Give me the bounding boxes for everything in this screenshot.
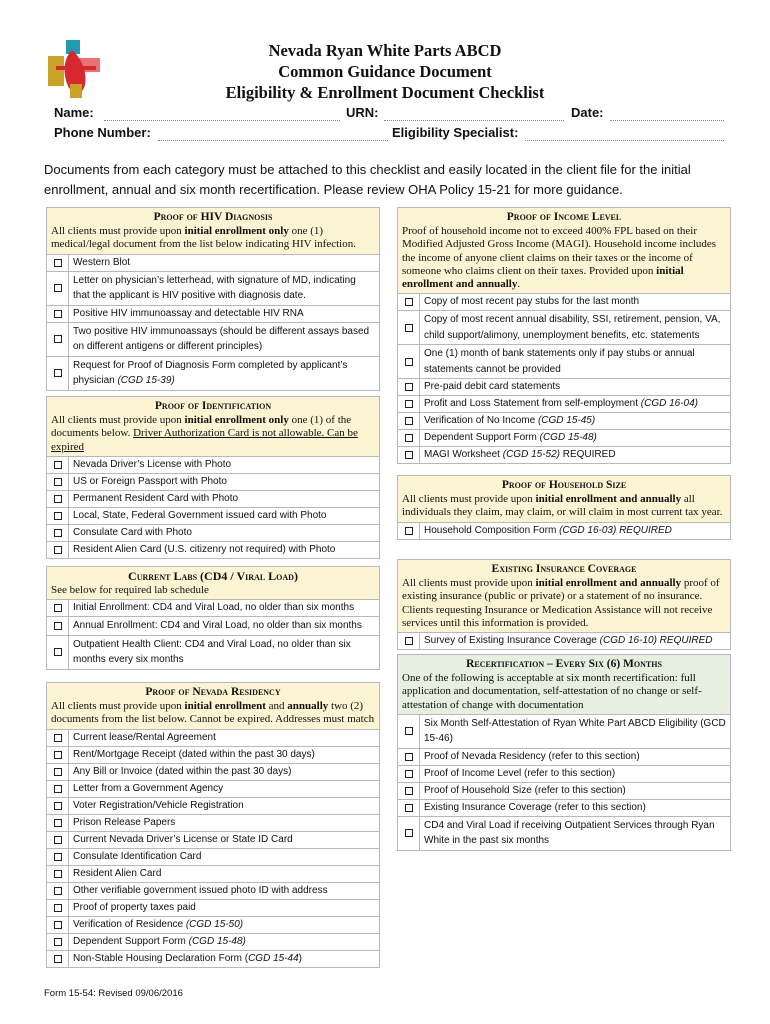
residency-header [47, 683, 379, 729]
labs-description: See below for required lab schedule [51, 584, 209, 597]
checklist-row: Two positive HIV immunoassays (should be different assays based on different antigens or different principles) [47, 322, 379, 356]
checkbox[interactable] [398, 783, 420, 799]
title-line-2: Common Guidance Document [278, 62, 492, 81]
checkbox[interactable] [47, 255, 69, 271]
urn-label: URN: [346, 105, 379, 120]
checkbox[interactable] [398, 447, 420, 463]
ryan-white-logo [44, 38, 104, 100]
checklist-row: Household Composition Form (CGD 16-03) REQUIRED [398, 522, 730, 539]
checklist-row: Any Bill or Invoice (dated within the past 30 days) [47, 763, 379, 780]
recert-title: Recertification – Every Six (6) Months [466, 658, 662, 670]
checklist-row: Outpatient Health Client: CD4 and Viral Load, no older than six months every six months [47, 635, 379, 669]
checkbox[interactable] [47, 917, 69, 933]
checkbox[interactable] [47, 747, 69, 763]
checkbox[interactable] [398, 523, 420, 539]
insurance-header [398, 560, 730, 632]
checkbox[interactable] [47, 357, 69, 390]
checklist-row: Non-Stable Housing Declaration Form (CGD 15-44) [47, 950, 379, 967]
checklist-row: Dependent Support Form (CGD 15-48) [398, 429, 730, 446]
checkbox[interactable] [47, 474, 69, 490]
checkbox[interactable] [47, 866, 69, 882]
checkbox[interactable] [47, 849, 69, 865]
checklist-row: Current Nevada Driver’s License or State ID Card [47, 831, 379, 848]
checklist-row: Profit and Loss Statement from self-employment (CGD 16-04) [398, 395, 730, 412]
checkbox[interactable] [47, 272, 69, 305]
checklist-row: Proof of Nevada Residency (refer to this section) [398, 748, 730, 765]
checkbox[interactable] [47, 600, 69, 616]
residency-title: Proof of Nevada Residency [145, 686, 281, 698]
date-label: Date: [571, 105, 604, 120]
checkbox[interactable] [47, 491, 69, 507]
phone-label: Phone Number: [54, 125, 151, 140]
hiv-header [47, 208, 379, 254]
checkbox[interactable] [398, 379, 420, 395]
name-field[interactable] [104, 120, 340, 121]
checkbox[interactable] [398, 311, 420, 344]
section-nevada-residency [46, 682, 380, 968]
checklist-row: Resident Alien Card [47, 865, 379, 882]
insurance-title: Existing Insurance Coverage [491, 563, 637, 575]
checklist-row: Verification of No Income (CGD 15-45) [398, 412, 730, 429]
checkbox[interactable] [47, 798, 69, 814]
checklist-row: Resident Alien Card (U.S. citizenry not required) with Photo [47, 541, 379, 558]
checkbox[interactable] [47, 542, 69, 558]
checklist-row: Six Month Self-Attestation of Ryan White Part ABCD Eligibility (GCD 15-46) [398, 714, 730, 748]
checkbox[interactable] [398, 430, 420, 446]
checklist-row: Positive HIV immunoassay and detectable HIV RNA [47, 305, 379, 322]
form-footer: Form 15-54: Revised 09/06/2016 [44, 988, 183, 999]
insurance-description: All clients must provide upon initial enrollment and annually proof of existing insurance (public or private) or a statement of no insurance. Clients requesting Insurance or Medication Assistance will not receive services until this information is provided. [402, 577, 720, 629]
section-household-size [397, 475, 731, 540]
date-field[interactable] [610, 120, 724, 121]
name-label: Name: [54, 105, 94, 120]
household-description: All clients must provide upon initial enrollment and annually all individuals they claim, may claim, or will claim in most current tax year. [402, 493, 723, 519]
checklist-row: Western Blot [47, 254, 379, 271]
checklist-row: Other verifiable government issued photo ID with address [47, 882, 379, 899]
checkbox[interactable] [47, 832, 69, 848]
checklist-row: Letter on physician’s letterhead, with signature of MD, indicating that the applicant is HIV positive with diagnosis date. [47, 271, 379, 305]
checkbox[interactable] [398, 294, 420, 310]
checkbox[interactable] [47, 617, 69, 635]
section-income-level [397, 207, 731, 464]
urn-field[interactable] [384, 120, 564, 121]
hiv-description: All clients must provide upon initial enrollment only one (1) medical/legal document from the list below indicating HIV infection. [51, 225, 356, 251]
checkbox[interactable] [398, 800, 420, 816]
checklist-row: Consulate Identification Card [47, 848, 379, 865]
checkbox[interactable] [398, 345, 420, 378]
checklist-row: Current lease/Rental Agreement [47, 729, 379, 746]
checkbox[interactable] [398, 766, 420, 782]
checklist-row: One (1) month of bank statements only if pay stubs or annual statements cannot be provided [398, 344, 730, 378]
checkbox[interactable] [47, 508, 69, 524]
section-recertification [397, 654, 731, 851]
checkbox[interactable] [47, 900, 69, 916]
identification-description: All clients must provide upon initial enrollment only one (1) of the documents below. Driver Authorization Card is not allowable. Can be expired [51, 414, 358, 453]
residency-description: All clients must provide upon initial enrollment and annually two (2) documents from the list below. Cannot be expired. Addresses must match [51, 700, 375, 726]
checklist-row: Letter from a Government Agency [47, 780, 379, 797]
checklist-row: Proof of Income Level (refer to this section) [398, 765, 730, 782]
checklist-row: Annual Enrollment: CD4 and Viral Load, no older than six months [47, 616, 379, 635]
recert-header [398, 655, 730, 714]
checkbox[interactable] [398, 715, 420, 748]
specialist-field[interactable] [525, 140, 724, 141]
checklist-row: Voter Registration/Vehicle Registration [47, 797, 379, 814]
intro-text: Documents from each category must be attached to this checklist and easily located in the client file for the initial enrollment, annual and six month recertification. Please review OHA Policy 15-21 for more guidance. [44, 162, 691, 197]
checkbox[interactable] [47, 323, 69, 356]
title-line-3: Eligibility & Enrollment Document Checklist [225, 83, 545, 102]
checklist-row: US or Foreign Passport with Photo [47, 473, 379, 490]
checkbox[interactable] [47, 306, 69, 322]
section-existing-insurance [397, 559, 731, 650]
household-title: Proof of Household Size [501, 479, 627, 491]
checklist-row: Pre-paid debit card statements [398, 378, 730, 395]
checkbox[interactable] [47, 730, 69, 746]
checklist-row: Copy of most recent pay stubs for the last month [398, 293, 730, 310]
checkbox[interactable] [398, 749, 420, 765]
checkbox[interactable] [398, 396, 420, 412]
labs-header [47, 567, 379, 599]
phone-field[interactable] [158, 140, 388, 141]
checklist-row: Existing Insurance Coverage (refer to this section) [398, 799, 730, 816]
section-current-labs [46, 566, 380, 670]
identification-header [47, 397, 379, 456]
checkbox[interactable] [47, 934, 69, 950]
checklist-row: Permanent Resident Card with Photo [47, 490, 379, 507]
labs-title: Current Labs (CD4 / Viral Load) [128, 569, 298, 583]
checklist-row: CD4 and Viral Load if receiving Outpatient Services through Ryan White in the past six months [398, 816, 730, 850]
checklist-row: Proof of property taxes paid [47, 899, 379, 916]
checkbox[interactable] [47, 781, 69, 797]
checklist-row: Survey of Existing Insurance Coverage (CGD 16-10) REQUIRED [398, 632, 730, 649]
checklist-row: Initial Enrollment: CD4 and Viral Load, no older than six months [47, 599, 379, 616]
title-line-1: Nevada Ryan White Parts ABCD [268, 41, 502, 60]
checklist-row: Verification of Residence (CGD 15-50) [47, 916, 379, 933]
checklist-row: Prison Release Papers [47, 814, 379, 831]
checklist-row: Proof of Household Size (refer to this section) [398, 782, 730, 799]
checkbox[interactable] [47, 636, 69, 669]
income-header [398, 208, 730, 293]
checklist-row: Consulate Card with Photo [47, 524, 379, 541]
checkbox[interactable] [47, 883, 69, 899]
checkbox[interactable] [398, 817, 420, 850]
checklist-row: Dependent Support Form (CGD 15-48) [47, 933, 379, 950]
checklist-row: Nevada Driver’s License with Photo [47, 456, 379, 473]
income-title: Proof of Income Level [506, 211, 622, 223]
checklist-row: MAGI Worksheet (CGD 15-52) REQUIRED [398, 446, 730, 463]
household-header [398, 476, 730, 522]
specialist-label: Eligibility Specialist: [392, 125, 519, 140]
hiv-title: Proof of HIV Diagnosis [153, 211, 273, 223]
checkbox[interactable] [47, 951, 69, 967]
identification-title: Proof of Identification [154, 400, 272, 412]
checkbox[interactable] [47, 457, 69, 473]
checkbox[interactable] [47, 525, 69, 541]
checklist-row: Rent/Mortgage Receipt (dated within the past 30 days) [47, 746, 379, 763]
recert-description: One of the following is acceptable at six month recertification: full application and documentation, self-attestation of no change or self-attestation of change with documentation [402, 672, 702, 711]
section-identification [46, 396, 380, 559]
checkbox[interactable] [398, 633, 420, 649]
checklist-row: Copy of most recent annual disability, SSI, retirement, pension, VA, child support/alimony, unemployment benefits, etc. statements [398, 310, 730, 344]
section-hiv-diagnosis [46, 207, 380, 391]
checklist-row: Request for Proof of Diagnosis Form completed by applicant’s physician (CGD 15-39) [47, 356, 379, 390]
checkbox[interactable] [47, 764, 69, 780]
income-description: Proof of household income not to exceed 400% FPL based on their Modified Adjusted Gross Income (MAGI). Household income includes the income of anyone client claims on their taxes or the income of someone who claims client on their taxes. Provided upon initial enrollment and annually. [402, 225, 717, 291]
checklist-row: Local, State, Federal Government issued card with Photo [47, 507, 379, 524]
checkbox[interactable] [47, 815, 69, 831]
checkbox[interactable] [398, 413, 420, 429]
